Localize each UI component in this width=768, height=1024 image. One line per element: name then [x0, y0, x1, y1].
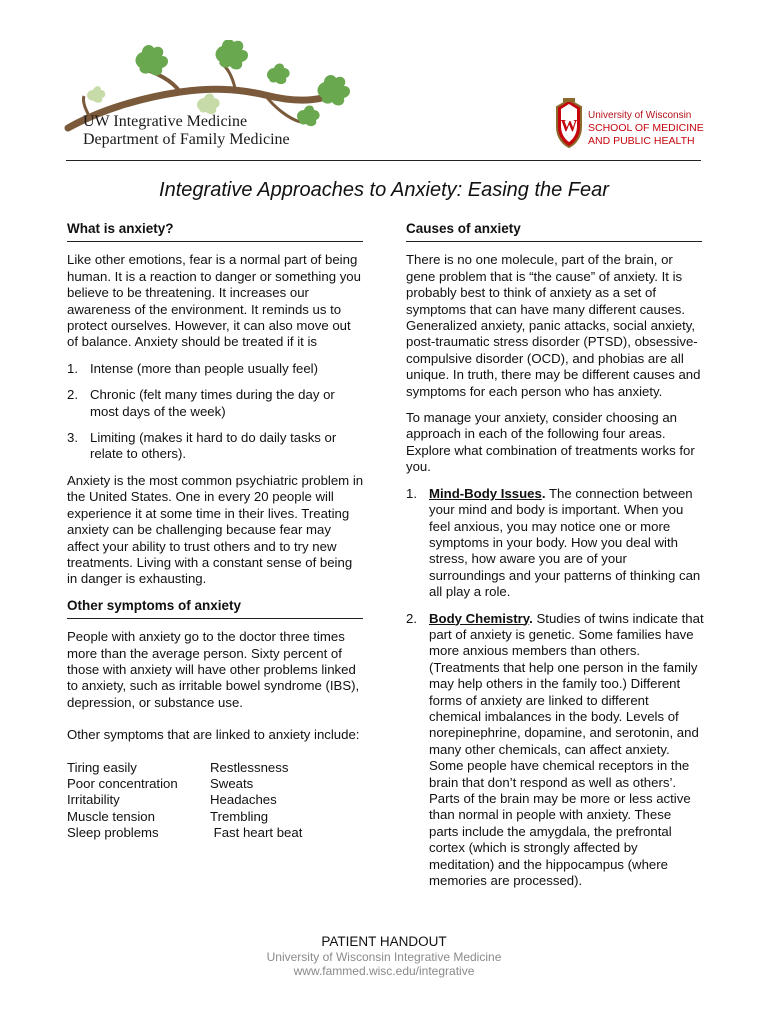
symptom-cell: Sweats [210, 775, 254, 791]
other-paragraph-2: Other symptoms that are linked to anxiety include: [67, 727, 360, 743]
causes-paragraph-2: To manage your anxiety, consider choosing an approach in each of the following four areas. Explore what combination of treatments works for you. [406, 410, 695, 475]
department-name-line1: UW Integrative Medicine [83, 113, 248, 130]
symptom-cell: Muscle tension [67, 808, 155, 824]
page-footer [0, 934, 768, 978]
anxiety-criteria-list [67, 361, 364, 463]
symptom-cell: Restlessness [210, 759, 289, 775]
area-title-body-chemistry: Body Chemistry [429, 610, 530, 626]
uw-crest-icon [553, 97, 585, 149]
document-title: Integrative Approaches to Anxiety: Easing the Fear [159, 179, 609, 201]
svg-text:W: W [560, 116, 578, 135]
symptom-cell: Sleep problems [67, 825, 159, 841]
list-item: 2. Body Chemistry. Studies of twins indicate that part of anxiety is genetic. Some families have more anxious members than others. (Treatments that help one person in the family may help others in the family too.) Different forms of anxiety are linked to different chemical imbalances in the body. Levels of norepinephrine, dopamine, and serotonin, and many other chemicals, can affect anxiety. Some people have chemical receptors in the brain that don’t respond as well as others’. Parts of the brain may be more or less active than normal in people with anxiety. These parts include the amygdala, the prefrontal cortex (which is strongly affected by meditation) and the hippocampus (where memories are processed). [406, 610, 704, 889]
footer-org: University of Wisconsin Integrative Medicine [266, 950, 502, 964]
uw-name: University of Wisconsin [588, 110, 692, 121]
right-column [406, 221, 704, 899]
uw-school-line2: AND PUBLIC HEALTH [588, 135, 695, 147]
what-paragraph-1: Like other emotions, fear is a normal part of being human. It is a reaction to danger or something you believe to be threatening. It increases our awareness of the environment. It reminds us to protect ourselves. However, it can also move out of balance. Anxiety should be treated if it is [67, 252, 361, 350]
list-item: 2. Chronic (felt many times during the day or most days of the week) [67, 387, 335, 419]
header-divider [66, 160, 701, 161]
symptom-table [67, 760, 364, 842]
symptom-cell: Irritability [67, 792, 120, 808]
symptom-cell: Fast heart beat [210, 825, 303, 841]
causes-paragraph-1: There is no one molecule, part of the brain, or gene problem that is “the cause” of anxiety. It is probably best to think of anxiety as a set of symptoms that can have many different causes. Generalized anxiety, panic attacks, social anxiety, post-traumatic stress disorder (PTSD), obsessive-compulsive disorder (OCD), and phobias are all unique. In truth, there may be different causes and symptoms for each person who has anxiety. [406, 252, 701, 399]
area-text: Studies of twins indicate that part of anxiety is genetic. Some families have more anxious members than others. (Treatments that help one person in the family may help others in the family too.) Different forms of anxiety are linked to different chemical imbalances in the body. Levels of norepinephrine, dopamine, and serotonin, and many other chemicals, can affect anxiety. Some people have chemical receptors in the brain that don’t respond as well as others’. Parts of the brain may be more or less active than normal in people with anxiety. These parts include the amygdala, the prefrontal cortex (which is strongly affected by meditation) and the hippocampus (where memories are processed). [429, 610, 704, 889]
symptom-cell: Tiring easily [67, 759, 137, 775]
footer-handout-label: PATIENT HANDOUT [321, 934, 447, 949]
what-paragraph-2: Anxiety is the most common psychiatric problem in the United States. One in every 20 people will experience it at some time in their lives. Treating anxiety can be challenging because fear may affect your ability to trust others and to try new treatments. Living with a constant sense of being in danger is exhausting. [67, 472, 364, 587]
section-heading-what-is-anxiety: What is anxiety? [67, 221, 363, 242]
section-heading-causes: Causes of anxiety [406, 221, 702, 242]
list-item: 1. Intense (more than people usually feel) [67, 360, 318, 376]
other-paragraph-1: People with anxiety go to the doctor three times more than the average person. Sixty percent of those with anxiety will have other problems linked to anxiety, such as irritable bowel syndrome (IBS), depression, or substance use. [67, 629, 360, 710]
symptom-cell: Poor concentration [67, 775, 178, 791]
list-item: 1. Mind-Body Issues. The connection between your mind and body is important. When you feel anxious, you may notice one or more symptoms in your body. How you deal with stress, how aware you are of your surroundings and your patterns of thinking can all play a role. [406, 485, 701, 600]
symptom-cell: Headaches [210, 792, 277, 808]
letterhead [0, 0, 768, 165]
symptom-cell: Trembling [210, 808, 269, 824]
area-title-mind-body: Mind-Body Issues [429, 485, 542, 501]
list-item: 3. Limiting (makes it hard to do daily tasks or relate to others). [67, 430, 337, 462]
uw-school-line1: SCHOOL OF MEDICINE [588, 122, 704, 134]
section-heading-other-symptoms: Other symptoms of anxiety [67, 598, 363, 619]
left-column [67, 221, 364, 842]
treatment-areas-list [406, 486, 704, 890]
department-name-line2: Department of Family Medicine [83, 131, 290, 148]
footer-url: www.fammed.wisc.edu/integrative [293, 964, 475, 978]
area-text: The connection between your mind and body is important. When you feel anxious, you may notice one or more symptoms in your body. How you deal with stress, how aware you are of your surroundings and your patterns of thinking can all play a role. [429, 485, 701, 600]
